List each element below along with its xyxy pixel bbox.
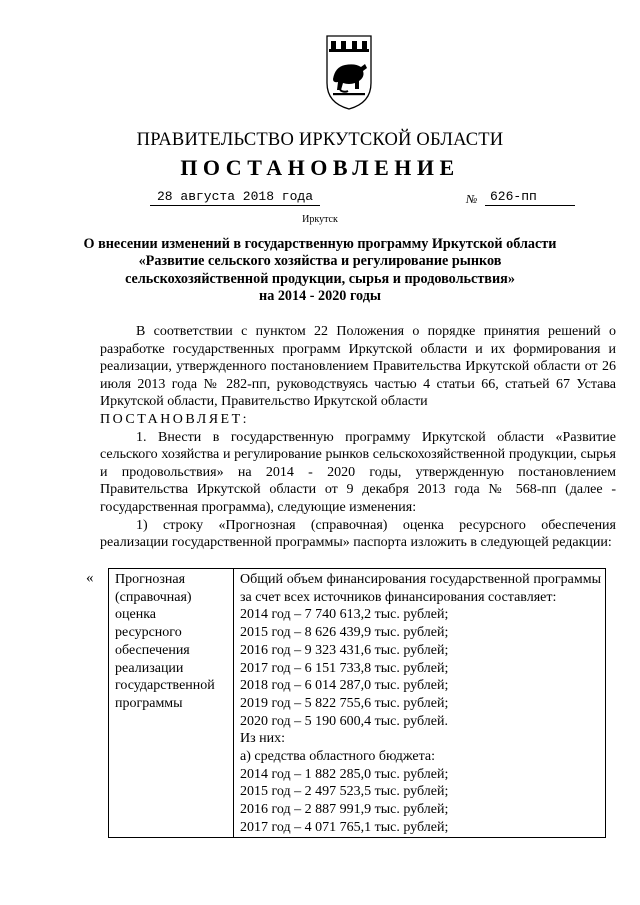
- financing-intro: Общий объем финансирования государственной программы за счет всех источников финансирования составляет:: [240, 572, 601, 605]
- row-label-cell: [109, 569, 234, 838]
- row-value-cell: [234, 569, 606, 838]
- row-label-line: обеспечения: [115, 642, 190, 658]
- row-label-line: оценка: [115, 607, 157, 623]
- government-name: ПРАВИТЕЛЬСТВО ИРКУТСКОЙ ОБЛАСТИ: [136, 130, 504, 150]
- regional-year-line: 2017 год – 4 071 765,1 тыс. рублей;: [240, 819, 449, 835]
- irkutsk-coat-of-arms-icon: [323, 33, 375, 111]
- title-line: сельскохозяйственной продукции, сырья и продовольствия»: [125, 270, 515, 287]
- regional-budget-label: а) средства областного бюджета:: [240, 749, 435, 765]
- total-year-line: 2016 год – 9 323 431,6 тыс. рублей;: [240, 642, 449, 658]
- regional-year-line: 2016 год – 2 887 991,9 тыс. рублей;: [240, 802, 449, 818]
- preamble-paragraph: В соответствии с пунктом 22 Положения о порядке принятия решений о разработке государственных программ Иркутской области и их формирования и реализации, утвержденного постановлением Правительства Иркутской области от 26 июля 2013 года № 282-пп, руководствуясь частью 4 статьи 66, статьей 67 Устава Иркутской области, Правительство Иркутской области: [100, 324, 616, 410]
- resource-table: [108, 568, 606, 838]
- table-row: [109, 569, 606, 838]
- title-line: на 2014 - 2020 годы: [259, 287, 381, 304]
- document-title: [70, 236, 570, 305]
- total-year-line: 2018 год – 6 014 287,0 тыс. рублей;: [240, 678, 449, 694]
- document-body: [100, 323, 616, 552]
- title-line: О внесении изменений в государственную программу Иркутской области: [83, 236, 557, 252]
- resolves-heading: ПОСТАНОВЛЯЕТ:: [100, 411, 250, 427]
- total-year-line: 2015 год – 8 626 439,9 тыс. рублей;: [240, 625, 449, 641]
- number-sign: №: [466, 192, 478, 206]
- row-label-line: ресурсного: [115, 625, 182, 641]
- row-label-line: Прогнозная: [115, 572, 186, 587]
- document-number: 626-пп: [485, 189, 575, 206]
- row-label-line: реализации: [115, 660, 184, 676]
- of-which-label: Из них:: [240, 731, 286, 747]
- regional-year-line: 2015 год – 2 497 523,5 тыс. рублей;: [240, 784, 449, 800]
- row-label-line: (справочная): [115, 589, 192, 605]
- row-label-line: государственной: [115, 678, 215, 694]
- total-year-line: 2020 год – 5 190 600,4 тыс. рублей.: [240, 713, 448, 729]
- row-label-line: программы: [115, 695, 183, 711]
- total-year-line: 2017 год – 6 151 733,8 тыс. рублей;: [240, 660, 449, 676]
- document-type: ПОСТАНОВЛЕНИЕ: [180, 155, 460, 180]
- open-quote: «: [86, 570, 94, 586]
- item-1-paragraph: 1. Внести в государственную программу Иркутской области «Развитие сельского хозяйства и регулирование рынков сельскохозяйственной продукции, сырья и продовольствия» на 2014 - 2020 годы, утвержденную постановлением Правительства Иркутской области от 9 декабря 2013 года № 568-пп (далее - государственная программа), следующие изменения:: [100, 429, 616, 515]
- document-date: 28 августа 2018 года: [150, 189, 320, 206]
- total-year-line: 2014 год – 7 740 613,2 тыс. рублей;: [240, 607, 449, 623]
- title-line: «Развитие сельского хозяйства и регулирование рынков: [138, 253, 502, 270]
- total-year-line: 2019 год – 5 822 755,6 тыс. рублей;: [240, 695, 449, 711]
- subitem-1-paragraph: 1) строку «Прогнозная (справочная) оценка ресурсного обеспечения реализации государственной программы» паспорта изложить в следующей редакции:: [100, 517, 616, 551]
- regional-year-line: 2014 год – 1 882 285,0 тыс. рублей;: [240, 766, 449, 782]
- city: Иркутск: [302, 214, 338, 225]
